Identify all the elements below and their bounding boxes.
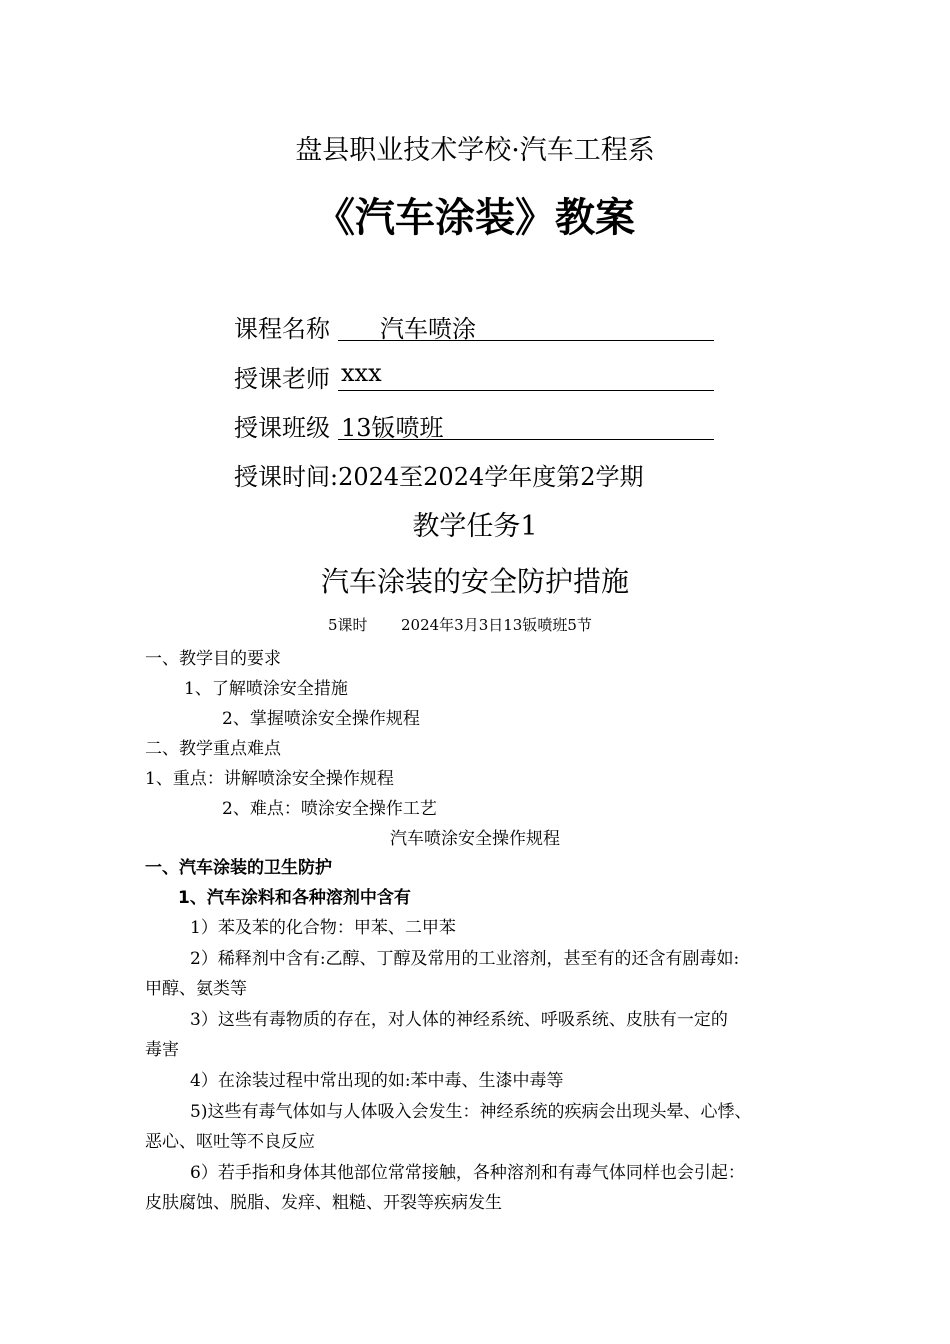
course-name-label: 课程名称	[234, 315, 330, 343]
teaching-time: 授课时间:2024至2024学年度第2学期	[234, 463, 644, 491]
para-5-line-1: 5)这些有毒气体如与人体吸入会发生：神经系统的疾病会出现头晕、心悸、	[190, 1102, 752, 1122]
class-value: 13钣喷班	[341, 414, 444, 442]
objective-item-2: 2、掌握喷涂安全操作规程	[222, 709, 420, 729]
objective-item-1: 1、了解喷涂安全措施	[184, 679, 348, 699]
para-6-line-1: 6）若手指和身体其他部位常常接触，各种溶剂和有毒气体同样也会引起：	[190, 1163, 745, 1183]
teacher-label: 授课老师	[234, 365, 330, 393]
para-3-line-2: 毒害	[145, 1040, 179, 1060]
class-hours: 5课时	[328, 616, 368, 634]
class-underline	[338, 439, 714, 440]
date-class-info: 2024年3月3日13钣喷班5节	[401, 616, 592, 634]
class-label: 授课班级	[234, 414, 330, 442]
hygiene-heading: 一、汽车涂装的卫生防护	[145, 858, 332, 878]
section-title: 汽车喷涂安全操作规程	[390, 829, 560, 849]
solvents-heading: 1、汽车涂料和各种溶剂中含有	[178, 888, 411, 908]
task-number: 教学任务1	[412, 511, 538, 542]
para-6-line-2: 皮肤腐蚀、脱脂、发痒、粗糙、开裂等疾病发生	[145, 1193, 502, 1213]
para-5-line-2: 恶心、呕吐等不良反应	[145, 1132, 315, 1152]
task-subject: 汽车涂装的安全防护措施	[320, 565, 629, 598]
course-name-underline	[338, 340, 714, 341]
course-name-value: 汽车喷涂	[380, 315, 476, 343]
para-4: 4）在涂装过程中常出现的如:苯中毒、生漆中毒等	[190, 1071, 564, 1091]
para-3-line-1: 3）这些有毒物质的存在，对人体的神经系统、呼吸系统、皮肤有一定的	[190, 1010, 728, 1030]
teacher-value: xxx	[341, 359, 382, 387]
para-2-line-1: 2）稀释剂中含有:乙醇、丁醇及常用的工业溶剂，甚至有的还含有剧毒如:	[190, 949, 740, 969]
lesson-plan-title: 《汽车涂装》教案	[315, 194, 635, 241]
para-2-line-2: 甲醇、氨类等	[145, 979, 247, 999]
objectives-heading: 一、教学目的要求	[145, 649, 281, 669]
focus-heading: 二、教学重点难点	[145, 739, 281, 759]
school-department-header: 盘县职业技术学校·汽车工程系	[295, 135, 655, 166]
difficult-point: 2、难点：喷涂安全操作工艺	[222, 799, 437, 819]
key-point: 1、重点：讲解喷涂安全操作规程	[145, 769, 394, 789]
teacher-underline	[338, 390, 714, 391]
para-1: 1）苯及苯的化合物：甲苯、二甲苯	[190, 918, 456, 938]
